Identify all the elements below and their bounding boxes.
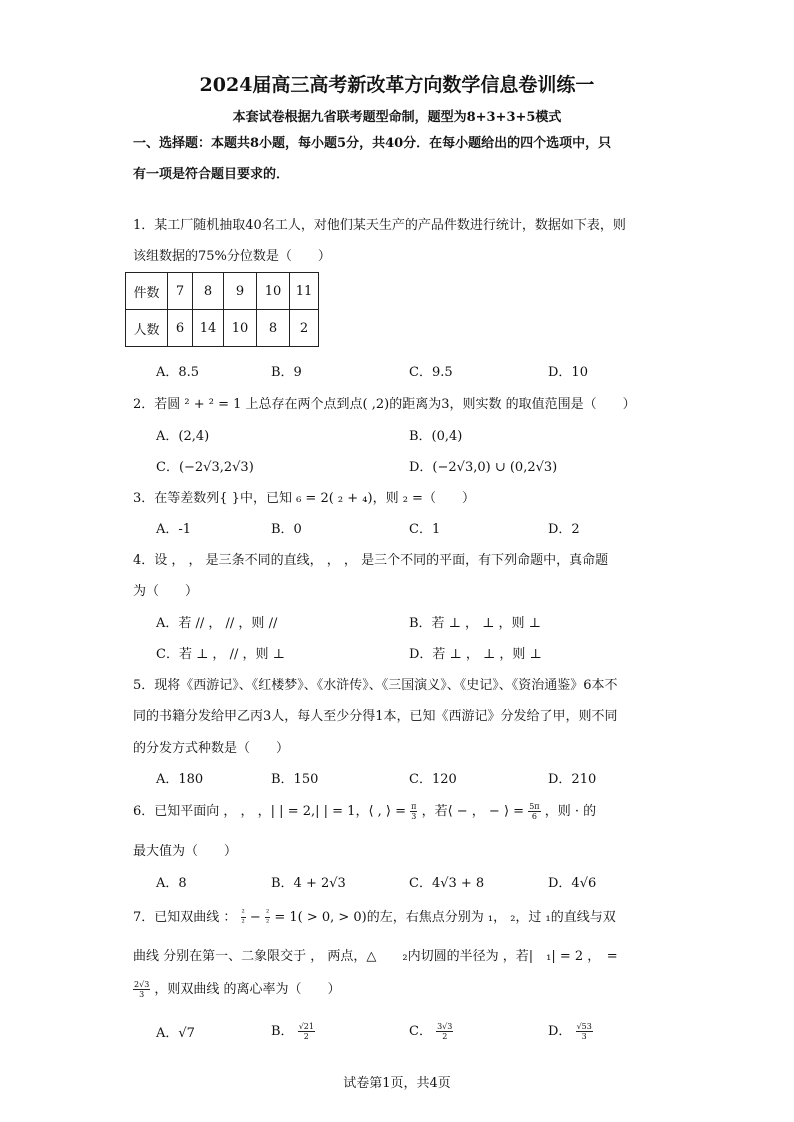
q2-option-b: B．(0,4) — [409, 429, 463, 444]
q4-option-c: C．若 ⊥ ， // ，则 ⊥ — [156, 647, 285, 662]
table-row — [126, 273, 319, 310]
page-subtitle: 本套试卷根据九省联考题型命制，题型为8+3+3+5模式 — [232, 110, 562, 125]
q4-option-b: B．若 ⊥ ， ⊥ ，则 ⊥ — [409, 616, 541, 631]
q1-option-b: B．9 — [271, 365, 302, 380]
q6-fraction-5pi-6 — [528, 802, 540, 821]
q1-option-a: A．8.5 — [156, 365, 200, 380]
q2-line1: 2．若圆 ² + ² = 1 上总存在两个点到点( ,2)的距离为3，则实数 的取值范围是（ ） — [133, 397, 636, 412]
fraction-numerator: √53 — [576, 1022, 592, 1031]
q7-text-a: 7．已知双曲线 ： — [133, 910, 237, 925]
q4-line2: 为（ ） — [133, 584, 199, 599]
fraction-denominator: ² — [265, 918, 270, 927]
q7-text-b: = 1( > 0, > 0)的左，右焦点分别为 ₁， ₂，过 ₁的直线与双 — [274, 910, 616, 925]
q6-option-d: D．4√6 — [548, 876, 597, 891]
table-cell: 8 — [257, 310, 290, 347]
q4-option-d: D．若 ⊥ ， ⊥ ，则 ⊥ — [409, 647, 542, 662]
option-label: D． — [548, 1024, 572, 1039]
fraction-denominator: 3 — [581, 1032, 587, 1041]
q3-option-a: A．-1 — [156, 522, 192, 537]
fraction-numerator: π — [411, 802, 417, 811]
fraction-numerator: √21 — [298, 1022, 314, 1031]
q1-option-c: C．9.5 — [409, 365, 453, 380]
section-heading-line1: 一、选择题：本题共8小题，每小题5分，共40分．在每小题给出的四个选项中，只 — [133, 136, 612, 151]
q7-option-d — [548, 1020, 593, 1041]
q7-line3 — [133, 978, 341, 999]
q4-option-a: A．若 // ， // ，则 // — [156, 616, 278, 631]
q3-option-b: B．0 — [271, 522, 302, 537]
fraction-denominator: 2 — [303, 1032, 309, 1041]
fraction-numerator: 3√3 — [437, 1022, 453, 1031]
q3-option-c: C．1 — [409, 522, 441, 537]
q1-line2: 该组数据的75%分位数是（ ） — [133, 249, 331, 264]
q7-option-a: A．√7 — [156, 1026, 195, 1041]
fraction-denominator: 3 — [411, 812, 417, 821]
fraction-numerator: 5π — [529, 802, 540, 811]
q5-option-a: A．180 — [156, 772, 204, 787]
q7-text-c: ，则双曲线 的离心率为（ ） — [154, 982, 341, 997]
fraction-denominator: ² — [241, 918, 245, 927]
table-cell: 9 — [224, 273, 257, 310]
q6-line2: 最大值为（ ） — [133, 844, 238, 859]
fraction-numerator: 2√3 — [134, 980, 150, 989]
q1-line1: 1．某工厂随机抽取40名工人，对他们某天生产的产品件数进行统计，数据如下表，则 — [133, 218, 626, 233]
q6-fraction-pi-3 — [410, 802, 417, 821]
q6-text-b: ，若⟨ − ， − ⟩ = — [421, 804, 525, 819]
q6-text-a: 6．已知平面向 ， ， ，| | = 2,| | = 1，⟨ , ⟩ = — [133, 804, 407, 819]
q7-option-c — [409, 1020, 453, 1041]
option-label: C． — [409, 1024, 432, 1039]
q7-option-b-fraction — [298, 1022, 315, 1041]
q1-option-d: D．10 — [548, 365, 588, 380]
q6-option-a: A．8 — [156, 876, 187, 891]
q7-fraction-x — [241, 908, 246, 927]
table-cell: 7 — [168, 273, 193, 310]
q7-fraction-y — [265, 908, 270, 927]
q6-option-b: B．4 + 2√3 — [271, 876, 346, 891]
table-cell: 10 — [224, 310, 257, 347]
section-heading-line2: 有一项是符合题目要求的． — [133, 167, 290, 182]
q5-option-c: C．120 — [409, 772, 457, 787]
q5-option-d: D．210 — [548, 772, 597, 787]
q5-option-b: B．150 — [271, 772, 319, 787]
q2-option-a: A．(2,4) — [156, 429, 210, 444]
q2-option-c: C．(−2√3,2√3) — [156, 460, 254, 475]
q7-option-c-fraction — [436, 1022, 453, 1041]
table-row — [126, 310, 319, 347]
option-label: B． — [271, 1024, 294, 1039]
q7-line1 — [133, 906, 616, 927]
q7-minus: − — [249, 910, 261, 925]
fraction-denominator: 6 — [531, 812, 537, 821]
fraction-denominator: 2 — [442, 1032, 448, 1041]
q1-data-table — [125, 272, 319, 347]
q7-option-d-fraction — [576, 1022, 593, 1041]
page-footer: 试卷第1页，共4页 — [343, 1076, 451, 1091]
page-title: 2024届高三高考新改革方向数学信息卷训练一 — [199, 74, 595, 96]
q3-option-d: D．2 — [548, 522, 580, 537]
q5-line1: 5．现将《西游记》、《红楼梦》、《水浒传》、《三国演义》、《史记》、《资治通鉴》6本不 — [133, 678, 618, 693]
q7-option-b — [271, 1020, 315, 1041]
fraction-numerator: ² — [241, 908, 245, 917]
q2-option-d: D．(−2√3,0) ∪ (0,2√3) — [409, 460, 558, 475]
table-cell: 8 — [193, 273, 224, 310]
table-cell: 10 — [257, 273, 290, 310]
q5-line3: 的分发方式种数是（ ） — [133, 741, 290, 756]
table-cell: 件数 — [126, 273, 168, 310]
q6-option-c: C．4√3 + 8 — [409, 876, 485, 891]
fraction-numerator: ² — [265, 908, 270, 917]
table-cell: 2 — [290, 310, 319, 347]
q6-text-c: ，则 · 的 — [544, 804, 597, 819]
q3-line1: 3．在等差数列{ }中，已知 ₆ = 2( ₂ + ₄)，则 ₂ =（ ） — [133, 491, 475, 506]
q5-line2: 同的书籍分发给甲乙丙3人，每人至少分得1本，已知《西游记》分发给了甲，则不同 — [133, 709, 618, 724]
q6-line1 — [133, 800, 596, 821]
table-cell: 14 — [193, 310, 224, 347]
table-cell: 11 — [290, 273, 319, 310]
q7-line2: 曲线 分别在第一、二象限交于 ， 两点，△ ₂内切圆的半径为 ，若| ₁| = 2 ， = — [133, 949, 618, 964]
table-cell: 6 — [168, 310, 193, 347]
q4-line1: 4．设 ， ， 是三条不同的直线， ， ， 是三个不同的平面，有下列命题中，真命题 — [133, 553, 609, 568]
q7-fraction-2sqrt3-3 — [133, 980, 150, 999]
table-cell: 人数 — [126, 310, 168, 347]
fraction-denominator: 3 — [139, 990, 145, 999]
